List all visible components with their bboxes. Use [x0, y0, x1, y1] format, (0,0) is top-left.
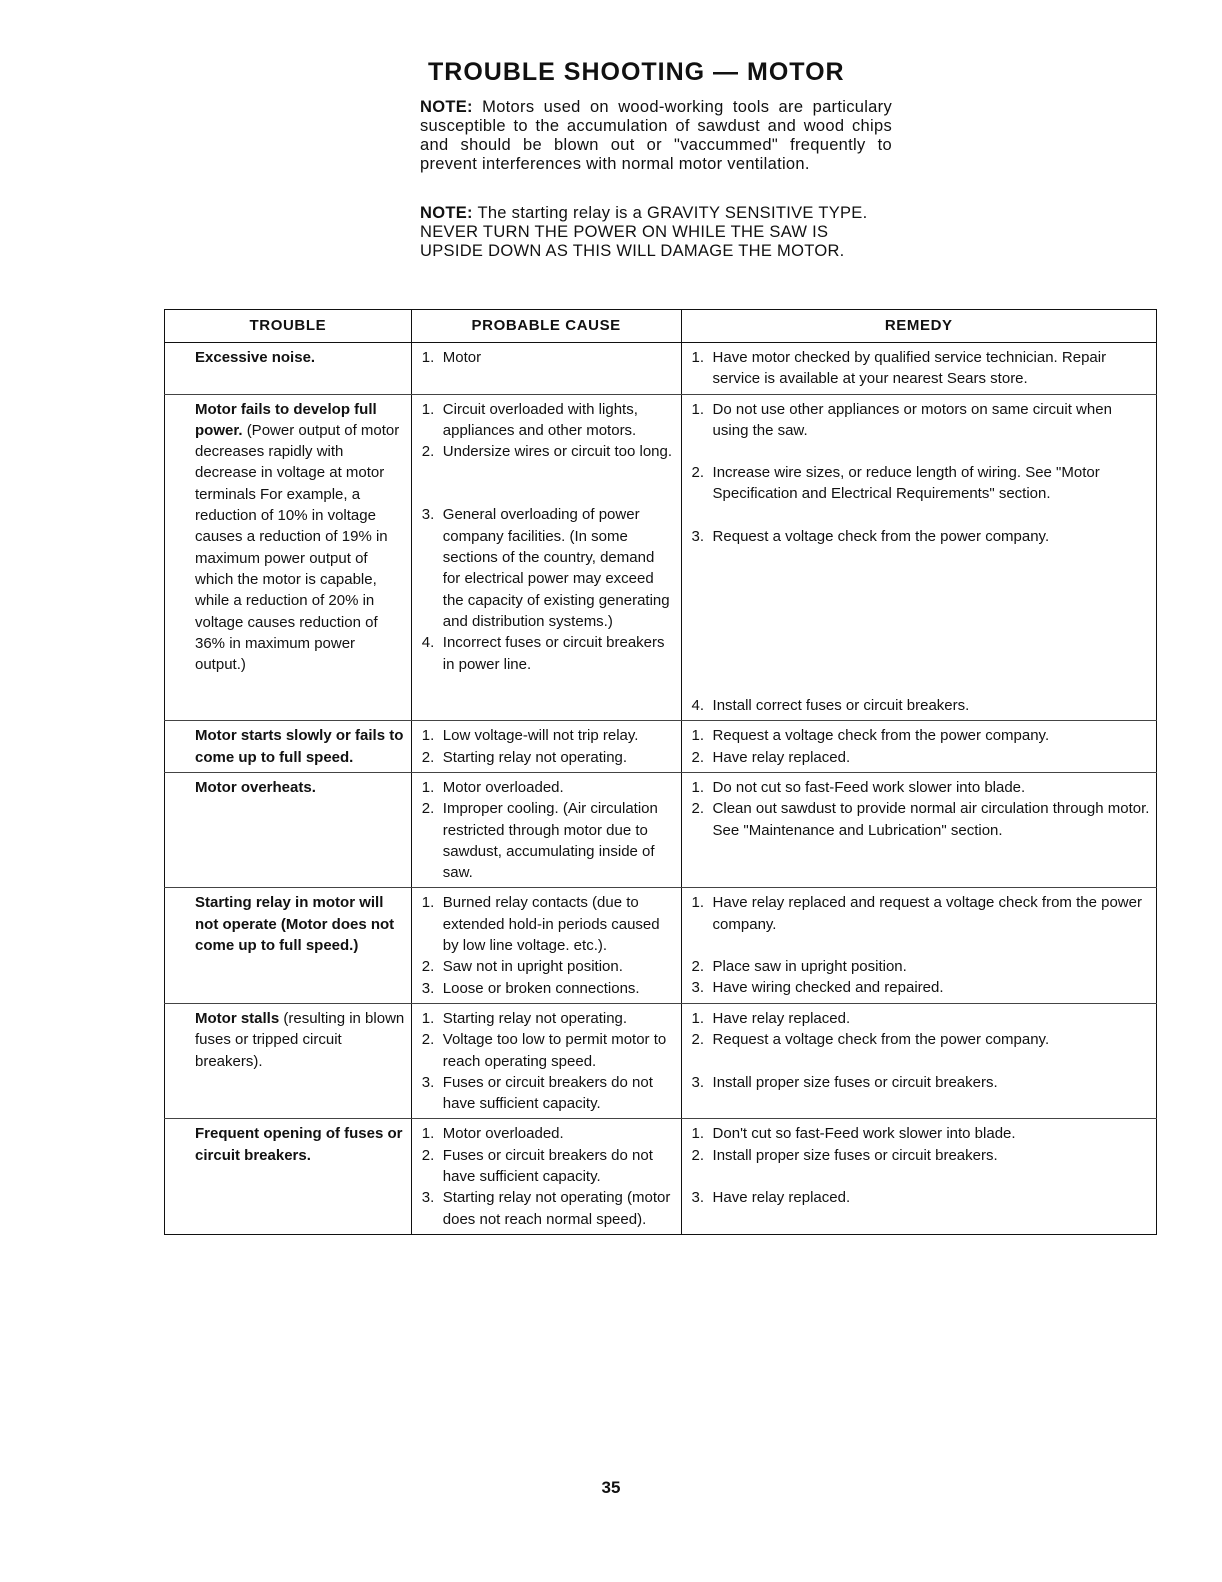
- item-number: 2.: [691, 748, 705, 766]
- list-item: [422, 347, 675, 368]
- item-text: Have relay replaced.: [712, 748, 851, 766]
- item-number: 2.: [421, 958, 435, 976]
- trouble-title: Excessive noise.: [195, 349, 316, 366]
- cause-cell: [411, 394, 681, 721]
- item-text: Request a voltage check from the power company.: [712, 727, 1050, 745]
- item-text: Starting relay not operating (motor does not reach normal speed).: [442, 1189, 671, 1228]
- list-item: [692, 399, 1150, 442]
- table-header-row: [165, 310, 1157, 343]
- item-text: Incorrect fuses or circuit breakers in power line.: [442, 634, 665, 673]
- item-number: 3.: [421, 979, 435, 997]
- item-number: 2.: [421, 748, 435, 766]
- item-number: 3.: [691, 1073, 705, 1091]
- trouble-cell: [165, 888, 412, 1003]
- item-number: 2.: [691, 1146, 705, 1164]
- table-row: [165, 721, 1157, 773]
- list-item: [692, 1145, 1150, 1166]
- remedy-cell: [681, 721, 1156, 773]
- note-text: Motors used on wood-working tools are particulary susceptible to the accumulation of sawdust and wood chips and should be blown out or "vaccummed" frequently to prevent interferences with normal motor ventilation.: [420, 98, 893, 173]
- table-row: [165, 394, 1157, 721]
- remedy-cell: [681, 1003, 1156, 1118]
- list-item: [692, 1072, 1150, 1093]
- item-number: 2.: [691, 1031, 705, 1049]
- table-row: [165, 1119, 1157, 1234]
- list-item: [422, 1187, 675, 1230]
- item-text: Clean out sawdust to provide normal air circulation through motor. See "Maintenance and Lubrication" section.: [712, 800, 1150, 839]
- list-item: [422, 632, 675, 675]
- item-number: 1.: [421, 894, 435, 912]
- note-gravity-relay: [420, 204, 892, 261]
- item-text: Have motor checked by qualified service technician. Repair service is available at your nearest Sears store.: [712, 349, 1107, 388]
- list-item: [692, 725, 1150, 746]
- list-item: [692, 462, 1150, 505]
- item-text: Install correct fuses or circuit breakers.: [712, 697, 970, 715]
- list-item: [422, 798, 675, 883]
- trouble-title: Starting relay in motor will not operate (Motor does not come up to full speed.): [195, 894, 395, 955]
- item-text: Starting relay not operating.: [442, 1009, 628, 1027]
- item-text: Motor overloaded.: [442, 778, 564, 796]
- trouble-cell: [165, 1003, 412, 1118]
- item-text: Undersize wires or circuit too long.: [442, 443, 673, 461]
- list-item: [422, 1008, 675, 1029]
- item-text: General overloading of power company facilities. (In some sections of the country, demand for electrical power may exceed the capacity of existing generating and distribution systems.): [442, 506, 670, 630]
- item-number: 1.: [691, 1125, 705, 1143]
- remedy-cell: [681, 888, 1156, 1003]
- item-text: Install proper size fuses or circuit breakers.: [712, 1146, 998, 1164]
- item-text: Motor: [442, 349, 482, 366]
- remedy-cell: [681, 343, 1156, 395]
- item-number: 1.: [691, 1009, 705, 1027]
- list-item: [692, 956, 1150, 977]
- note-sawdust: [420, 98, 892, 174]
- page-number: 35: [601, 1478, 621, 1497]
- item-text: Have relay replaced.: [712, 1009, 851, 1027]
- list-item: [692, 347, 1150, 390]
- item-text: Improper cooling. (Air circulation restricted through motor due to sawdust, accumulating inside of saw.: [442, 800, 658, 882]
- item-text: Place saw in upright position.: [712, 958, 907, 976]
- trouble-title: Motor fails to develop full power.: [195, 400, 377, 439]
- list-item: [692, 526, 1150, 547]
- list-item: [692, 892, 1150, 935]
- item-text: Starting relay not operating.: [442, 748, 628, 766]
- trouble-cell: [165, 772, 412, 887]
- item-number: 1.: [691, 400, 705, 418]
- item-text: Burned relay contacts (due to extended hold-in periods caused by low line voltage. etc.).: [442, 894, 660, 955]
- list-item: [422, 747, 675, 768]
- remedy-cell: [681, 772, 1156, 887]
- item-text: Have relay replaced.: [712, 1189, 851, 1207]
- cause-cell: [411, 1119, 681, 1234]
- list-item: [692, 1008, 1150, 1029]
- item-number: 2.: [691, 464, 705, 482]
- cause-cell: [411, 1003, 681, 1118]
- item-text: Motor overloaded.: [442, 1125, 564, 1143]
- table-row: [165, 1003, 1157, 1118]
- list-item: [422, 777, 675, 798]
- item-number: 1.: [421, 778, 435, 796]
- item-number: 1.: [421, 1009, 435, 1027]
- item-number: 2.: [421, 800, 435, 818]
- item-text: Fuses or circuit breakers do not have sufficient capacity.: [442, 1146, 653, 1186]
- trouble-cell: [165, 394, 412, 721]
- header-trouble: TROUBLE: [165, 310, 412, 343]
- table-row: [165, 888, 1157, 1003]
- item-number: 1.: [421, 400, 435, 418]
- item-number: 2.: [421, 1031, 435, 1049]
- item-text: Loose or broken connections.: [442, 979, 640, 997]
- note-text: The starting relay is a GRAVITY SENSITIVE TYPE. NEVER TURN THE POWER ON WHILE THE SAW IS UPSIDE DOWN AS THIS WILL DAMAGE THE MOTOR.: [420, 204, 868, 260]
- item-text: Do not cut so fast-Feed work slower into blade.: [712, 778, 1026, 796]
- item-text: Don't cut so fast-Feed work slower into blade.: [712, 1125, 1016, 1143]
- item-text: Circuit overloaded with lights, appliances and other motors.: [442, 400, 638, 439]
- list-item: [422, 956, 675, 977]
- item-number: 4.: [421, 634, 435, 652]
- cause-cell: [411, 888, 681, 1003]
- item-number: 2.: [691, 958, 705, 976]
- item-number: 1.: [421, 727, 435, 745]
- item-text: Have wiring checked and repaired.: [712, 979, 944, 997]
- remedy-cell: [681, 394, 1156, 721]
- item-number: 1.: [691, 894, 705, 912]
- list-item: [692, 977, 1150, 998]
- trouble-cell: [165, 343, 412, 395]
- item-number: 3.: [691, 1189, 705, 1207]
- item-number: 2.: [691, 800, 705, 818]
- item-number: 4.: [691, 697, 705, 715]
- trouble-detail: (Power output of motor decreases rapidly with decrease in voltage at motor terminals For example, a reduction of 10% in voltage causes a reduction of 19% in maximum power output of which the motor is capable, while a reduction of 20% in voltage causes reduction of 36% in maximum power output.): [195, 421, 400, 674]
- cause-cell: [411, 772, 681, 887]
- trouble-title: Motor overheats.: [195, 778, 316, 796]
- item-text: Voltage too low to permit motor to reach operating speed.: [442, 1031, 667, 1070]
- header-remedy: REMEDY: [681, 310, 1156, 343]
- trouble-cell: [165, 721, 412, 773]
- item-number: 3.: [691, 979, 705, 997]
- item-number: 3.: [421, 1189, 435, 1207]
- trouble-detail: (resulting in blown fuses or tripped circuit breakers).: [195, 1009, 405, 1070]
- item-text: Request a voltage check from the power company.: [712, 527, 1050, 545]
- item-number: 2.: [421, 443, 435, 461]
- list-item: [692, 798, 1150, 841]
- cause-cell: [411, 343, 681, 395]
- list-item: [422, 1072, 675, 1115]
- page-title: TROUBLE SHOOTING — MOTOR: [428, 58, 845, 86]
- item-text: Low voltage-will not trip relay.: [442, 727, 639, 745]
- item-text: Install proper size fuses or circuit breakers.: [712, 1073, 998, 1091]
- item-number: 1.: [691, 727, 705, 745]
- trouble-cell: [165, 1119, 412, 1234]
- item-number: 1.: [691, 778, 705, 796]
- item-text: Have relay replaced and request a voltage check from the power company.: [712, 894, 1142, 933]
- trouble-title: Motor stalls: [195, 1009, 280, 1027]
- table-row: [165, 343, 1157, 395]
- item-number: 3.: [691, 527, 705, 545]
- list-item: [422, 725, 675, 746]
- note-label: NOTE:: [420, 98, 473, 116]
- item-text: Increase wire sizes, or reduce length of wiring. See "Motor Specification and Electrical Requirements" section.: [712, 464, 1100, 503]
- list-item: [692, 747, 1150, 768]
- list-item: [422, 504, 675, 632]
- item-number: 3.: [421, 1073, 435, 1091]
- list-item: [422, 1123, 675, 1144]
- list-item: [422, 1029, 675, 1072]
- list-item: [692, 1123, 1150, 1144]
- item-number: 2.: [421, 1146, 435, 1164]
- item-number: 3.: [421, 506, 435, 524]
- troubleshooting-table: [164, 309, 1157, 1235]
- trouble-title: Motor starts slowly or fails to come up to full speed.: [195, 727, 404, 766]
- item-number: 1.: [421, 349, 435, 366]
- list-item: [692, 1029, 1150, 1050]
- item-number: 1.: [421, 1125, 435, 1143]
- list-item: [422, 399, 675, 442]
- note-label: NOTE:: [420, 204, 473, 222]
- item-number: 1.: [691, 349, 705, 366]
- item-text: Fuses or circuit breakers do not have sufficient capacity.: [442, 1073, 653, 1113]
- list-item: [692, 777, 1150, 798]
- remedy-cell: [681, 1119, 1156, 1234]
- item-text: Do not use other appliances or motors on same circuit when using the saw.: [712, 400, 1112, 439]
- item-text: Request a voltage check from the power company.: [712, 1031, 1050, 1049]
- list-item: [422, 892, 675, 956]
- item-text: Saw not in upright position.: [442, 958, 623, 976]
- trouble-title: Frequent opening of fuses or circuit breakers.: [195, 1125, 403, 1164]
- cause-cell: [411, 721, 681, 773]
- list-item: [422, 1145, 675, 1188]
- list-item: [692, 695, 1150, 716]
- header-probable-cause: PROBABLE CAUSE: [411, 310, 681, 343]
- table-row: [165, 772, 1157, 887]
- list-item: [422, 978, 675, 999]
- list-item: [422, 441, 675, 462]
- list-item: [692, 1187, 1150, 1208]
